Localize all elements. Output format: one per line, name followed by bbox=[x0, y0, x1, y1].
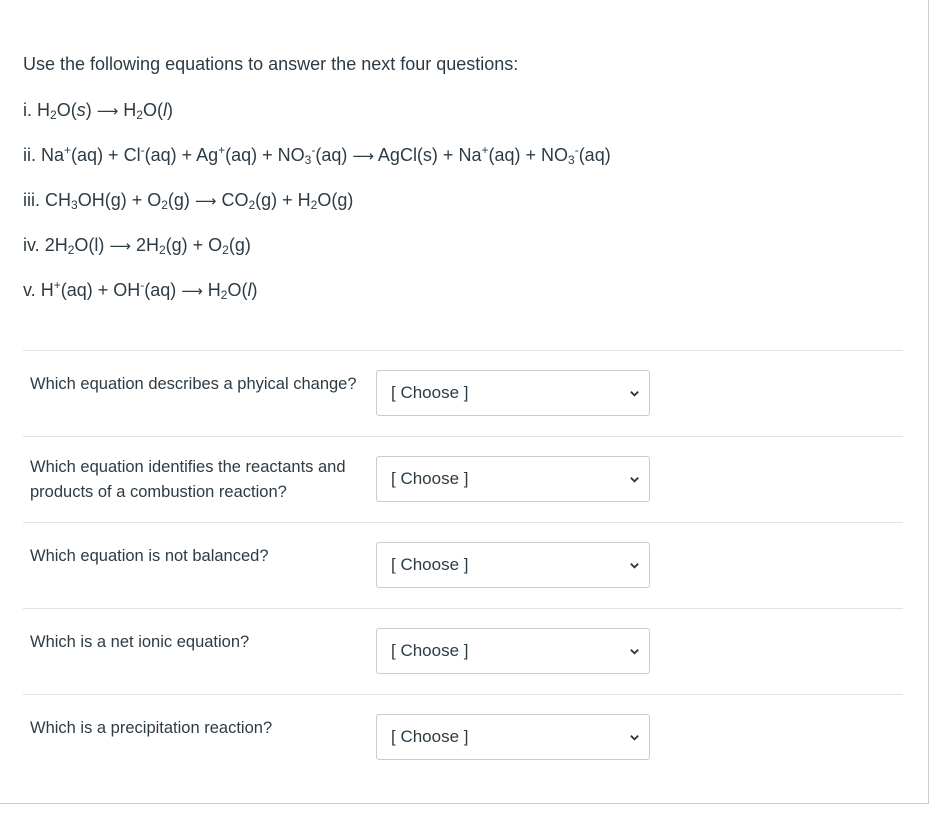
reaction-arrow-icon: ⟶ bbox=[194, 192, 217, 210]
equation-iii bbox=[23, 190, 353, 211]
chevron-down-icon bbox=[629, 388, 640, 399]
equation-rhs: AgCl(s) + $Na^+(aq) + NO_3^-(aq)$ bbox=[377, 143, 611, 167]
instructions-text: Use the following equations to answer the next four questions: bbox=[23, 54, 519, 74]
dropdown-value: [ Choose ] bbox=[391, 383, 469, 402]
divider bbox=[23, 350, 903, 351]
equation-rhs: $2H_2(g) + O_2(g)$ bbox=[135, 235, 251, 257]
reaction-arrow-icon: ⟶ bbox=[109, 237, 131, 255]
chevron-down-icon bbox=[629, 560, 640, 571]
equation-lhs: $CH_3OH(g) + O_2(g)$ bbox=[45, 190, 190, 212]
question-text: Which equation describes a phyical change? bbox=[30, 375, 357, 393]
equation-ii bbox=[23, 145, 611, 166]
answer-dropdown[interactable] bbox=[376, 714, 650, 760]
equation-lhs: H+(aq) + OH-(aq) bbox=[40, 278, 177, 300]
reaction-arrow-icon: ⟶ bbox=[352, 147, 374, 165]
equation-rhs: $CO_2(g) + H_2O(g)$ bbox=[221, 190, 354, 212]
divider bbox=[23, 436, 903, 437]
equation-rhs: $H_2O(l)$ bbox=[123, 100, 173, 122]
dropdown-value: [ Choose ] bbox=[391, 727, 469, 746]
divider bbox=[23, 608, 903, 609]
dropdown-value: [ Choose ] bbox=[391, 469, 469, 488]
divider bbox=[23, 522, 903, 523]
equation-label: iii. bbox=[23, 190, 40, 210]
answer-dropdown[interactable] bbox=[376, 456, 650, 502]
reaction-arrow-icon: ⟶ bbox=[96, 102, 119, 120]
question-text: Which equation is not balanced? bbox=[30, 547, 269, 565]
answer-dropdown[interactable] bbox=[376, 628, 650, 674]
divider bbox=[23, 694, 903, 695]
question-text: Which equation identifies the reactants and products of a combustion reaction? bbox=[30, 458, 346, 501]
equation-label: ii. bbox=[23, 145, 36, 165]
reaction-arrow-icon: ⟶ bbox=[181, 282, 203, 300]
equation-iv bbox=[23, 235, 251, 256]
question-text: Which is a precipitation reaction? bbox=[30, 719, 273, 737]
chevron-down-icon bbox=[629, 732, 640, 743]
equation-rhs: $H_2O(l)$ bbox=[207, 280, 258, 302]
equation-i bbox=[23, 100, 173, 121]
answer-dropdown[interactable] bbox=[376, 370, 650, 416]
equation-label: iv. bbox=[23, 235, 40, 255]
question-text: Which is a net ionic equation? bbox=[30, 633, 250, 651]
chevron-down-icon bbox=[629, 646, 640, 657]
equation-lhs: $2H_2O(l)$ bbox=[44, 235, 105, 257]
dropdown-value: [ Choose ] bbox=[391, 555, 469, 574]
answer-dropdown[interactable] bbox=[376, 542, 650, 588]
equation-label: i. bbox=[23, 100, 32, 120]
equation-lhs: $Na^+(aq) + Cl^-(aq) + Ag^+(aq) + NO_3^-(aq)$ bbox=[41, 143, 348, 167]
chevron-down-icon bbox=[629, 474, 640, 485]
equation-v bbox=[23, 280, 257, 301]
equation-label: v. bbox=[23, 280, 36, 300]
dropdown-value: [ Choose ] bbox=[391, 641, 469, 660]
equation-lhs: $H_2O(s)$ bbox=[37, 100, 92, 122]
